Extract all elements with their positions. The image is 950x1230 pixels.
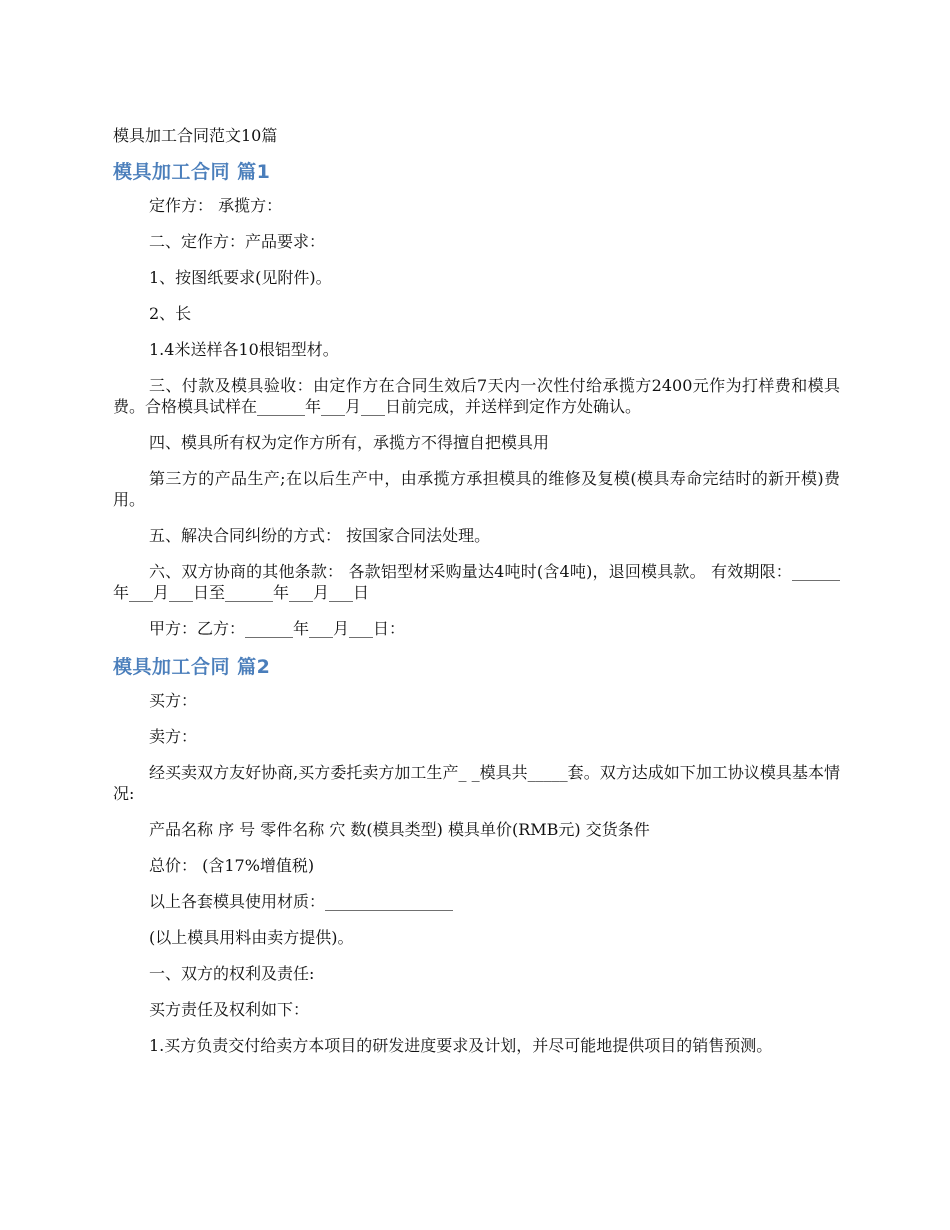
paragraph: (以上模具用料由卖方提供)。 [149, 928, 354, 947]
paragraph: 三、付款及模具验收：由定作方在合同生效后7天内一次性付给承揽方2400元作为打样费和模具费。合格模具试样在______年___月___日前完成，并送样到定作方处确认。 [113, 376, 840, 416]
paragraph: 产品名称 序 号 零件名称 穴 数(模具类型) 模具单价(RMB元) 交货条件 [149, 820, 650, 839]
section-heading: 模具加工合同 篇1 [113, 161, 271, 183]
paragraph: 1.买方负责交付给卖方本项目的研发进度要求及计划，并尽可能地提供项目的销售预测。 [149, 1036, 773, 1055]
paragraph: 第三方的产品生产;在以后生产中，由承揽方承担模具的维修及复模(模具寿命完结时的新开模)费用。 [113, 469, 840, 509]
paragraph: 以上各套模具使用材质：________________ [149, 892, 454, 911]
paragraph: 买方： [149, 691, 198, 710]
paragraph: 二、定作方：产品要求： [149, 232, 326, 251]
paragraph: 六、双方协商的其他条款： 各款铝型材采购量达4吨时(含4吨)，退回模具款。 有效期限：______年___月___日至______年___月___日 [113, 562, 840, 602]
section-heading: 模具加工合同 篇2 [113, 656, 271, 678]
paragraph: 定作方： 承揽方： [149, 196, 283, 215]
paragraph: 1、按图纸要求(见附件)。 [149, 268, 332, 287]
paragraph: 卖方： [149, 727, 198, 746]
paragraph: 总价： (含17%增值税) [149, 856, 315, 875]
paragraph: 四、模具所有权为定作方所有，承揽方不得擅自把模具用 [149, 433, 550, 452]
paragraph: 买方责任及权利如下： [149, 1000, 310, 1019]
section-2 [113, 654, 840, 1056]
paragraph: 五、解决合同纠纷的方式： 按国家合同法处理。 [149, 526, 491, 545]
section-1 [113, 159, 840, 639]
document-title: 模具加工合同范文10篇 [113, 126, 278, 145]
paragraph: 1.4米送样各10根铝型材。 [149, 340, 339, 359]
paragraph: 2、长 [149, 304, 192, 323]
paragraph: 一、双方的权利及责任: [149, 964, 315, 983]
paragraph: 甲方：乙方：______年___月___日： [149, 619, 406, 638]
document-page [113, 124, 840, 1071]
paragraph: 经买卖双方友好协商,买方委托卖方加工生产_ _模具共_____套。双方达成如下加工协议模具基本情况: [113, 763, 840, 803]
